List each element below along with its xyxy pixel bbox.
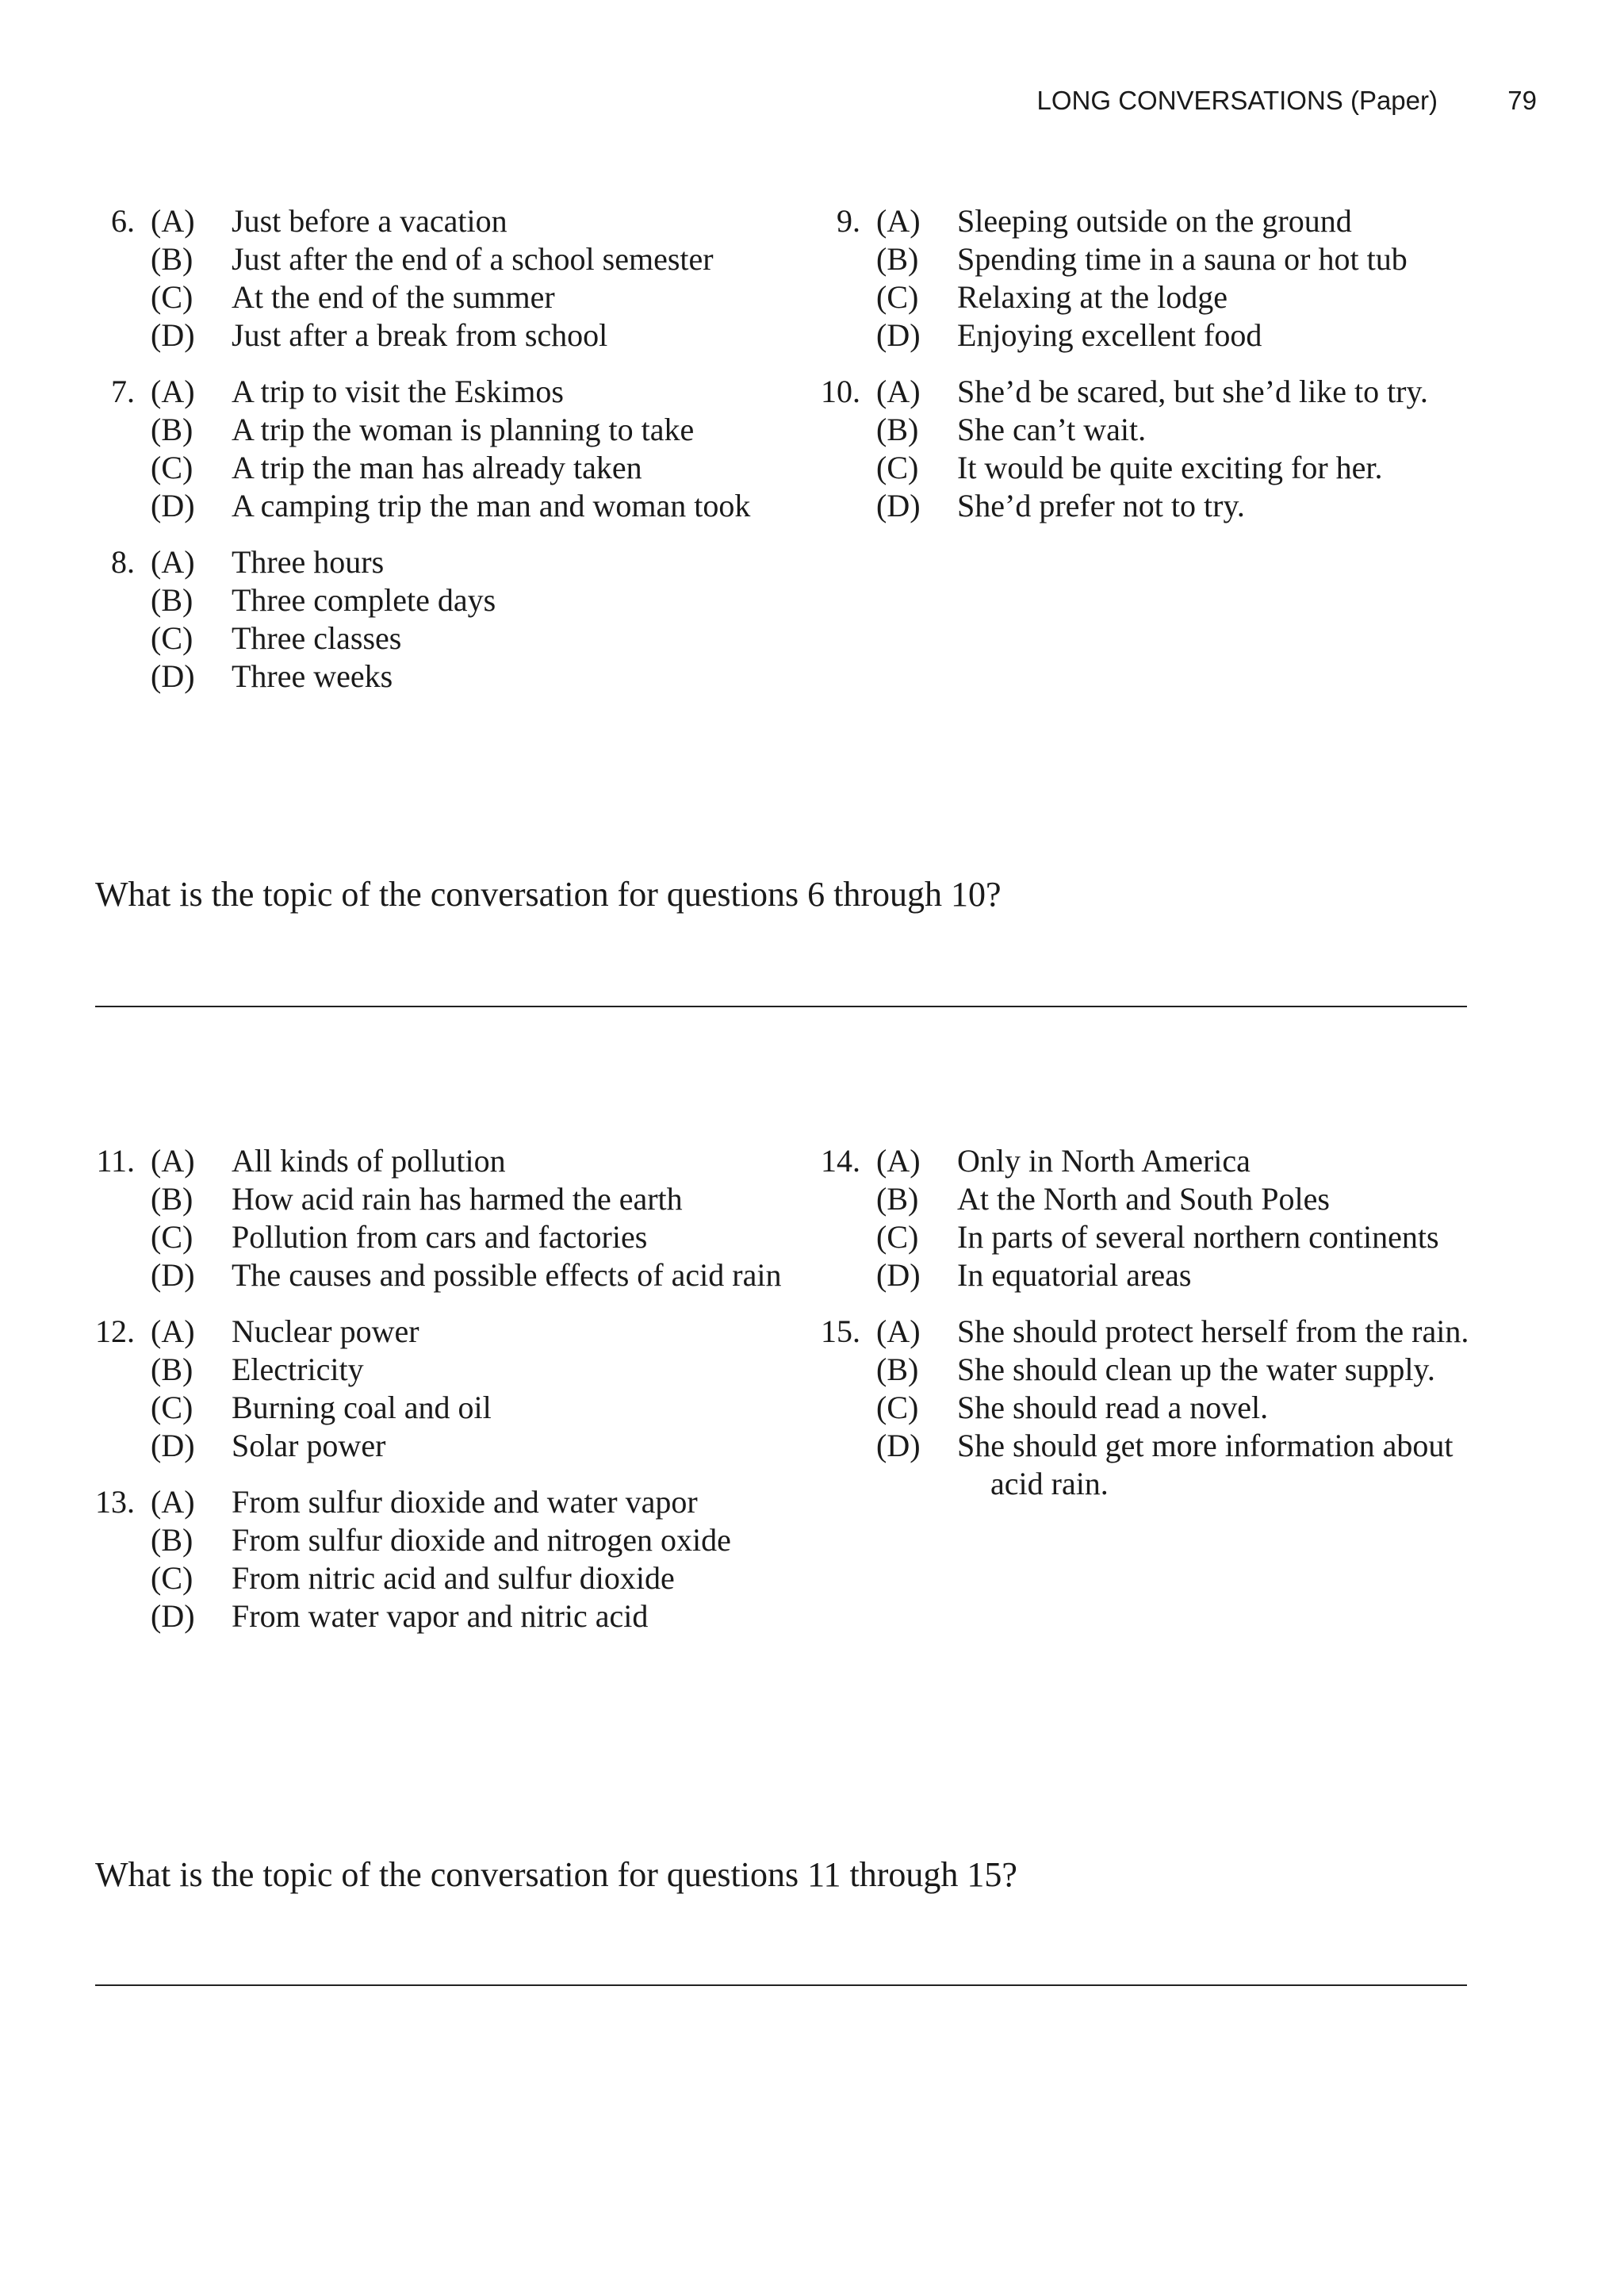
- option-letter: (A): [151, 544, 195, 580]
- option-b[interactable]: [87, 1351, 785, 1389]
- option-c[interactable]: [813, 1218, 1511, 1256]
- option-text: The causes and possible effects of acid rain: [232, 1257, 782, 1293]
- option-c[interactable]: [813, 449, 1511, 487]
- option-d[interactable]: [87, 658, 785, 696]
- question-number: 6.: [111, 203, 135, 239]
- option-letter: (D): [876, 1257, 921, 1293]
- option-letter: (A): [876, 1313, 921, 1349]
- option-b[interactable]: [813, 1180, 1511, 1218]
- question-15: [813, 1313, 1511, 1503]
- option-letter: (B): [876, 412, 919, 447]
- question-number: 8.: [111, 544, 135, 580]
- option-letter: (B): [151, 1181, 193, 1217]
- question-7: [87, 373, 785, 525]
- option-letter: (D): [151, 317, 195, 353]
- option-letter: (A): [876, 374, 921, 409]
- option-text: A trip the man has already taken: [232, 450, 642, 485]
- option-text: Just after the end of a school semester: [232, 241, 714, 277]
- option-text: A trip to visit the Eskimos: [232, 374, 564, 409]
- set1-right-column: [813, 202, 1511, 543]
- option-letter: (C): [151, 620, 193, 656]
- option-letter: (D): [876, 488, 921, 523]
- option-text: In equatorial areas: [957, 1257, 1192, 1293]
- question-number: 10.: [821, 374, 860, 409]
- option-letter: (B): [876, 1352, 919, 1387]
- question-11: [87, 1142, 785, 1294]
- option-c[interactable]: [87, 1559, 785, 1597]
- option-letter: (C): [151, 279, 193, 315]
- option-text: Relaxing at the lodge: [957, 279, 1228, 315]
- option-text: From water vapor and nitric acid: [232, 1598, 649, 1634]
- option-text: She should read a novel.: [957, 1390, 1269, 1425]
- option-d[interactable]: [813, 1256, 1511, 1294]
- question-10: [813, 373, 1511, 525]
- option-a[interactable]: [87, 1142, 785, 1180]
- question-number: 13.: [95, 1484, 135, 1520]
- option-a[interactable]: [87, 543, 785, 581]
- option-b[interactable]: [87, 581, 785, 619]
- set2-left-column: [87, 1142, 785, 1654]
- option-letter: (B): [151, 1352, 193, 1387]
- option-b[interactable]: [87, 1521, 785, 1559]
- option-d[interactable]: [87, 1427, 785, 1465]
- option-text: She should clean up the water supply.: [957, 1352, 1435, 1387]
- option-a[interactable]: [813, 373, 1511, 411]
- question-9: [813, 202, 1511, 355]
- option-letter: (C): [876, 1219, 919, 1255]
- option-d[interactable]: [813, 1427, 1511, 1503]
- option-a[interactable]: [87, 373, 785, 411]
- option-c[interactable]: [87, 619, 785, 658]
- option-b[interactable]: [813, 1351, 1511, 1389]
- option-letter: (B): [876, 241, 919, 277]
- option-letter: (D): [151, 1257, 195, 1293]
- option-text: Nuclear power: [232, 1313, 419, 1349]
- option-text: It would be quite exciting for her.: [957, 450, 1383, 485]
- option-letter: (C): [151, 1219, 193, 1255]
- option-d[interactable]: [87, 487, 785, 525]
- option-d[interactable]: [87, 1256, 785, 1294]
- option-letter: (D): [151, 1598, 195, 1634]
- option-d[interactable]: [87, 1597, 785, 1635]
- option-text: Burning coal and oil: [232, 1390, 492, 1425]
- option-text: Pollution from cars and factories: [232, 1219, 648, 1255]
- question-number: 14.: [821, 1143, 860, 1179]
- option-text: She’d be scared, but she’d like to try.: [957, 374, 1428, 409]
- option-text: Electricity: [232, 1352, 364, 1387]
- option-letter: (C): [151, 1390, 193, 1425]
- option-letter: (A): [151, 374, 195, 409]
- set1-left-column: [87, 202, 785, 714]
- option-letter: (A): [876, 203, 921, 239]
- option-text: Three classes: [232, 620, 402, 656]
- question-number: 12.: [95, 1313, 135, 1349]
- option-letter: (A): [876, 1143, 921, 1179]
- option-c[interactable]: [87, 278, 785, 316]
- question-number: 7.: [111, 374, 135, 409]
- running-header-title: LONG CONVERSATIONS (Paper): [1036, 86, 1438, 115]
- option-text: Sleeping outside on the ground: [957, 203, 1352, 239]
- topic-question-set2: What is the topic of the conversation for questions 11 through 15?: [95, 1855, 1017, 1894]
- option-letter: (D): [876, 317, 921, 353]
- option-text: She can’t wait.: [957, 412, 1147, 447]
- option-letter: (B): [151, 241, 193, 277]
- option-letter: (D): [151, 488, 195, 523]
- option-text: Only in North America: [957, 1143, 1251, 1179]
- option-c[interactable]: [813, 1389, 1511, 1427]
- option-text: A trip the woman is planning to take: [232, 412, 695, 447]
- topic-question-set1: What is the topic of the conversation for questions 6 through 10?: [95, 875, 1002, 914]
- option-text: From sulfur dioxide and water vapor: [232, 1484, 698, 1520]
- page-number: 79: [1507, 86, 1537, 115]
- question-14: [813, 1142, 1511, 1294]
- option-text: At the end of the summer: [232, 279, 555, 315]
- answer-line-set2[interactable]: [95, 1984, 1467, 1986]
- option-a[interactable]: [813, 202, 1511, 240]
- option-a[interactable]: [813, 1313, 1511, 1351]
- option-text: A camping trip the man and woman took: [232, 488, 751, 523]
- option-c[interactable]: [87, 1218, 785, 1256]
- option-letter: (C): [876, 1390, 919, 1425]
- option-letter: (B): [876, 1181, 919, 1217]
- option-text: Three weeks: [232, 658, 393, 694]
- option-letter: (A): [151, 1143, 195, 1179]
- option-letter: (D): [151, 1428, 195, 1463]
- option-text: From nitric acid and sulfur dioxide: [232, 1560, 675, 1596]
- option-text: All kinds of pollution: [232, 1143, 506, 1179]
- option-a[interactable]: [87, 202, 785, 240]
- option-letter: (C): [876, 279, 919, 315]
- answer-line-set1[interactable]: [95, 1006, 1467, 1007]
- question-8: [87, 543, 785, 696]
- option-letter: (A): [151, 1313, 195, 1349]
- option-text: Three hours: [232, 544, 385, 580]
- option-text: Enjoying excellent food: [957, 317, 1262, 353]
- option-text: From sulfur dioxide and nitrogen oxide: [232, 1522, 731, 1558]
- question-number: 15.: [821, 1313, 860, 1349]
- option-text: Just after a break from school: [232, 317, 608, 353]
- question-number: 11.: [96, 1143, 135, 1179]
- set2-right-column: [813, 1142, 1511, 1521]
- option-b[interactable]: [87, 240, 785, 278]
- option-b[interactable]: [87, 1180, 785, 1218]
- option-c[interactable]: [87, 1389, 785, 1427]
- option-text: She should get more information about acid rain.: [957, 1428, 1454, 1501]
- option-a[interactable]: [813, 1142, 1511, 1180]
- option-b[interactable]: [813, 240, 1511, 278]
- option-text: She’d prefer not to try.: [957, 488, 1245, 523]
- option-b[interactable]: [87, 411, 785, 449]
- question-6: [87, 202, 785, 355]
- option-text: How acid rain has harmed the earth: [232, 1181, 683, 1217]
- option-letter: (C): [151, 1560, 193, 1596]
- option-text: Just before a vacation: [232, 203, 508, 239]
- option-letter: (B): [151, 1522, 193, 1558]
- option-letter: (D): [876, 1428, 921, 1463]
- option-c[interactable]: [87, 449, 785, 487]
- option-letter: (C): [876, 450, 919, 485]
- option-letter: (B): [151, 582, 193, 618]
- option-a[interactable]: [87, 1313, 785, 1351]
- option-letter: (A): [151, 1484, 195, 1520]
- option-d[interactable]: [813, 487, 1511, 525]
- option-text: At the North and South Poles: [957, 1181, 1330, 1217]
- option-text: In parts of several northern continents: [957, 1219, 1439, 1255]
- option-c[interactable]: [813, 278, 1511, 316]
- option-letter: (D): [151, 658, 195, 694]
- question-13: [87, 1483, 785, 1635]
- option-letter: (A): [151, 203, 195, 239]
- option-letter: (B): [151, 412, 193, 447]
- option-d[interactable]: [813, 316, 1511, 355]
- question-number: 9.: [837, 203, 860, 239]
- option-a[interactable]: [87, 1483, 785, 1521]
- option-text: Spending time in a sauna or hot tub: [957, 241, 1408, 277]
- page-header: [0, 86, 1624, 125]
- option-text: Solar power: [232, 1428, 386, 1463]
- option-text: Three complete days: [232, 582, 496, 618]
- option-b[interactable]: [813, 411, 1511, 449]
- question-12: [87, 1313, 785, 1465]
- option-text: She should protect herself from the rain.: [957, 1313, 1469, 1349]
- option-letter: (C): [151, 450, 193, 485]
- option-d[interactable]: [87, 316, 785, 355]
